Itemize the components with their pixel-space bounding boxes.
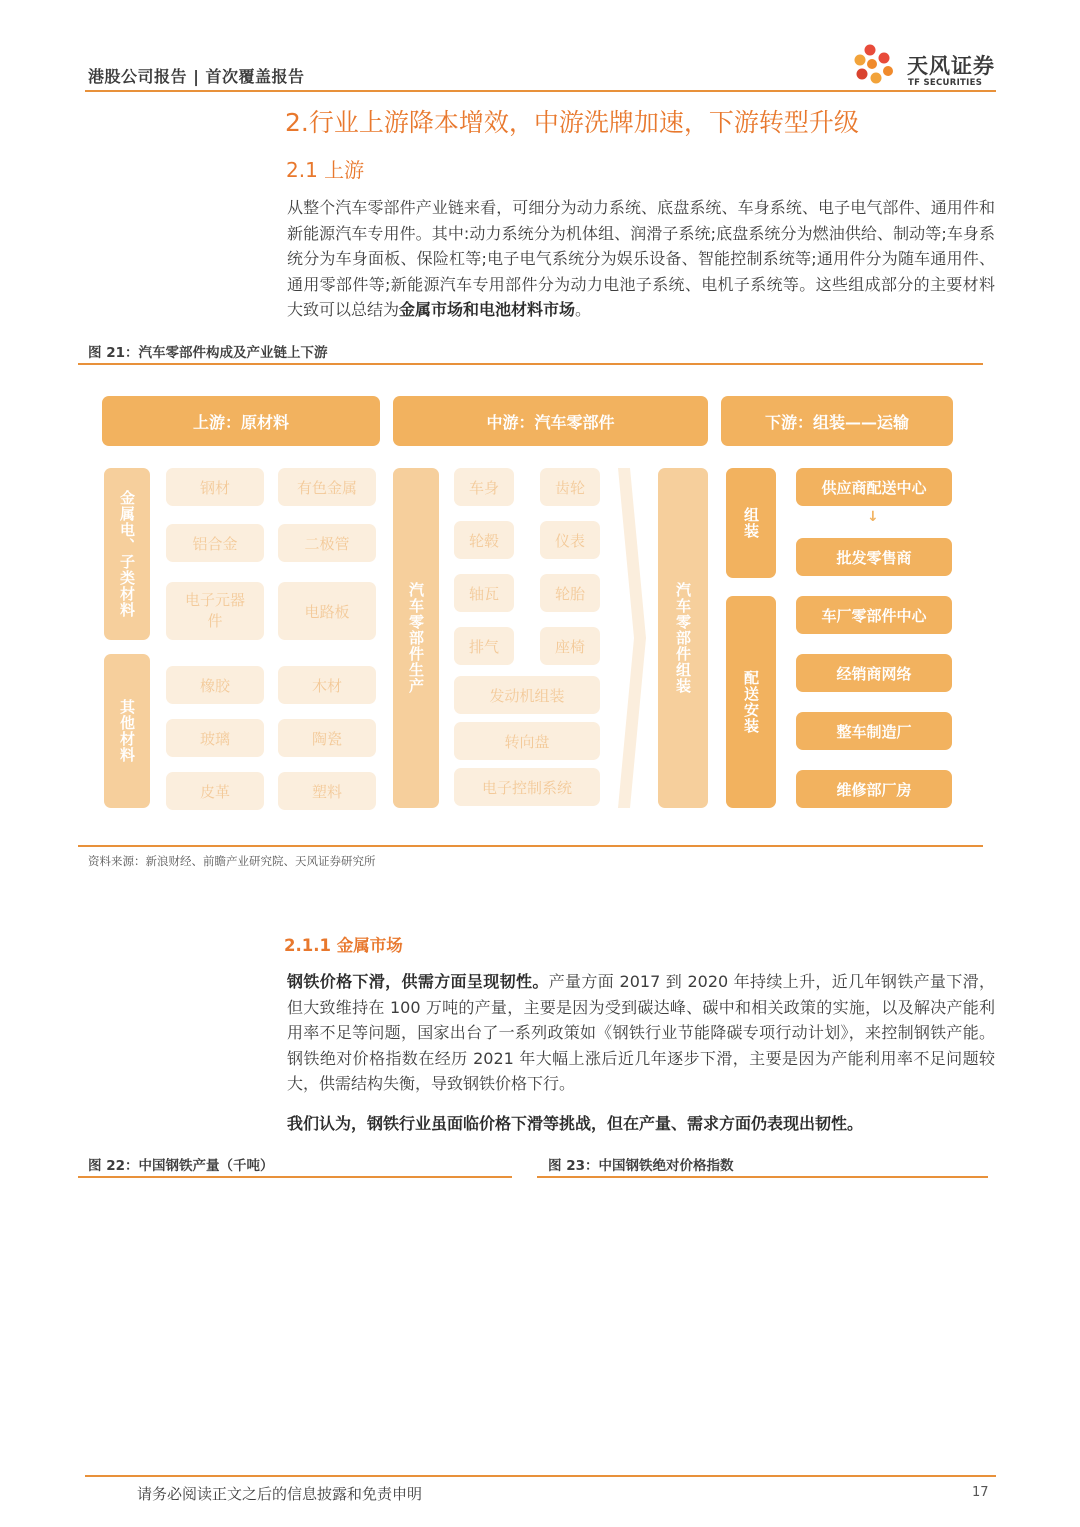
part-item: 轮毂 (454, 521, 514, 559)
downstream-item: 整车制造厂 (796, 712, 952, 750)
upstream-header: 上游：原材料 (102, 396, 380, 446)
figure-21-bottom-rule (78, 845, 983, 847)
material-item: 橡胶 (166, 666, 264, 704)
intro-text: 从整个汽车零部件产业链来看，可细分为动力系统、底盘系统、车身系统、电子电气部件、通用件和新能源汽车专用件。其中:动力系统分为机体组、润滑子系统;底盘系统分为燃油供给、制动等;车身系统分为车身面板、保险杠等;电子电气系统分为娱乐设备、智能控制系统等;通用件分为随车通用件、通用零部件等;新能源汽车专用部件分为动力电池子系统、电机子系统等。这些组成部分的主要材料大致可以总结为 (287, 198, 995, 319)
industry-chain-diagram (78, 378, 983, 838)
report-type-header: 港股公司报告 | 首次覆盖报告 (88, 67, 305, 86)
footer-divider (85, 1475, 996, 1477)
material-item: 二极管 (278, 524, 376, 562)
page-number: 17 (972, 1485, 989, 1500)
figure-23-rule (537, 1176, 988, 1178)
assembly-label: 组装 (726, 468, 776, 578)
downstream-item: 经销商网络 (796, 654, 952, 692)
material-item: 有色金属 (278, 468, 376, 506)
part-item: 排气 (454, 627, 514, 665)
part-item: 仪表 (540, 521, 600, 559)
downstream-header: 下游：组装——运输 (721, 396, 953, 446)
parts-assembly-label: 汽车零部件组装 (658, 468, 708, 808)
metal-electronic-materials-label: 金属电、子类材料 (104, 468, 150, 640)
downstream-item: 供应商配送中心 (796, 468, 952, 506)
part-item: 座椅 (540, 627, 600, 665)
parts-production-label: 汽车零部件生产 (393, 468, 439, 808)
part-item: 车身 (454, 468, 514, 506)
metal-market-paragraph (287, 969, 995, 1097)
downstream-item: 批发零售商 (796, 538, 952, 576)
conclusion-paragraph: 我们认为，钢铁行业虽面临价格下滑等挑战，但在产量、需求方面仍表现出韧性。 (287, 1114, 864, 1133)
material-item: 电子元器件 (166, 582, 264, 640)
header-divider (85, 90, 996, 92)
material-item: 塑料 (278, 772, 376, 810)
metal-market-lead: 钢铁价格下滑，供需方面呈现韧性。 (287, 972, 549, 991)
material-item: 铝合金 (166, 524, 264, 562)
intro-highlight: 金属市场和电池材料市场 (399, 300, 576, 319)
flow-arrow-icon (616, 468, 648, 808)
subsubsection-heading: 2.1.1 金属市场 (284, 936, 403, 955)
metal-market-text: 产量方面 2017 到 2020 年持续上升，近几年钢铁产量下滑，但大致维持在 100 万吨的产量，主要是因为受到碳达峰、碳中和相关政策的实施，以及解决产能利用率不足等问题，国家出台了一系列政策如《钢铁行业节能降碳专项行动计划》，来控制钢铁产能。钢铁绝对价格指数在经历 2021 年大幅上涨后近几年逐步下滑，主要是因为产能利用率不足问题较大，供需结构失衡，导致钢铁价格下行。 (287, 972, 995, 1093)
logo-subtitle: TF SECURITIES (908, 78, 983, 88)
footer-disclaimer: 请务必阅读正文之后的信息披露和免责申明 (137, 1485, 423, 1503)
figure-21-top-rule (78, 363, 983, 365)
figure-22-rule (78, 1176, 512, 1178)
part-item: 轮胎 (540, 574, 600, 612)
subsection-heading: 2.1 上游 (286, 158, 365, 182)
part-item-wide: 转向盘 (454, 722, 600, 760)
material-item: 木材 (278, 666, 376, 704)
distribution-install-label: 配送安装 (726, 596, 776, 808)
figure-22-title: 图 22：中国钢铁产量（千吨） (88, 1158, 274, 1174)
downstream-item: 维修部厂房 (796, 770, 952, 808)
part-item-wide: 发动机组装 (454, 676, 600, 714)
intro-paragraph (287, 195, 995, 323)
figure-21-title: 图 21：汽车零部件构成及产业链上下游 (88, 345, 328, 361)
intro-end: 。 (575, 300, 592, 319)
part-item: 轴瓦 (454, 574, 514, 612)
material-item: 钢材 (166, 468, 264, 506)
part-item-wide: 电子控制系统 (454, 768, 600, 806)
figure-21-source: 资料来源：新浪财经、前瞻产业研究院、天风证券研究所 (88, 854, 376, 868)
part-item: 齿轮 (540, 468, 600, 506)
downstream-item: 车厂零部件中心 (796, 596, 952, 634)
material-item: 陶瓷 (278, 719, 376, 757)
logo-wordmark: 天风证券 (907, 54, 995, 78)
material-item: 电路板 (278, 582, 376, 640)
down-arrow-icon: ↓ (867, 509, 879, 525)
other-materials-label: 其他材料 (104, 654, 150, 808)
material-item: 玻璃 (166, 719, 264, 757)
midstream-header: 中游：汽车零部件 (393, 396, 708, 446)
section-heading: 2.行业上游降本增效，中游洗牌加速，下游转型升级 (285, 108, 859, 137)
material-item: 皮革 (166, 772, 264, 810)
figure-23-title: 图 23：中国钢铁绝对价格指数 (548, 1158, 734, 1174)
